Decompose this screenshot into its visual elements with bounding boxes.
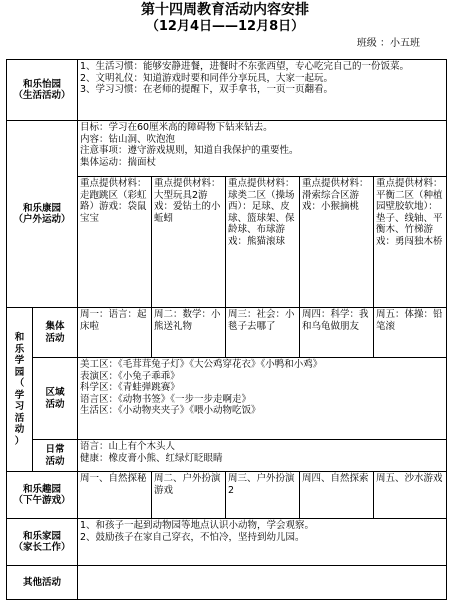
- outdoor-zone-cell: 重点提供材料：球类二区（操场西）：足球、皮球、篮球架、保龄球、布球游戏：熊猫滚球: [226, 177, 300, 308]
- fun-day: 周二、户外扮演游戏: [152, 472, 226, 519]
- group-activity-day: 周一：语言：起床啦: [78, 308, 152, 358]
- schedule-table: [6, 59, 447, 600]
- fun-label: 和乐趣园 （下午游戏）: [7, 472, 78, 519]
- life-item: 1、生活习惯：能够安静进餐，进餐时不东张西望，专心吃完自己的一份饭菜。: [80, 61, 410, 72]
- other-row: [7, 566, 447, 600]
- group-activity-day: 周五：体操：铅笔滚: [374, 308, 447, 358]
- study-daily-row: [7, 440, 447, 472]
- outdoor-zone-cell: 重点提供材料：平衡二区（种植园壁胶软地）：垫子、线轴、平衡木、竹梯游戏：勇闯独木桥: [374, 177, 447, 308]
- daily-activity-label: 日常 活动: [33, 440, 78, 472]
- page: [0, 2, 450, 602]
- daily-item: 语言：山上有个木头人: [80, 441, 176, 452]
- outdoor-label: 和乐康园 （户外运动）: [7, 121, 78, 308]
- fun-row: [7, 472, 447, 519]
- outdoor-zone-cell: 重点提供材料：大型玩具2游戏：爱钻土的小蚯蚓: [152, 177, 226, 308]
- page-title: 第十四周教育活动内容安排: [141, 2, 309, 18]
- outdoor-zone-cell: 重点提供材料：滑索综合区游戏：小猴摘桃: [300, 177, 374, 308]
- outdoor-content: 内容：钻山洞、吹泡泡: [80, 133, 176, 145]
- daily-activity-content: [78, 440, 447, 472]
- home-content: [78, 519, 447, 566]
- area-item: 表演区：《小兔子乖乖》: [80, 370, 180, 382]
- fun-day: 周五、沙水游戏: [374, 472, 447, 519]
- other-content: [78, 566, 447, 600]
- home-item: 1、和孩子一起到动物园等地点认识小动物，学会观察。: [80, 520, 315, 531]
- outdoor-notes: 注意事项：遵守游戏规则，知道自我保护的重要性。: [80, 145, 299, 156]
- life-row: [7, 60, 447, 121]
- study-area-row: [7, 358, 447, 440]
- life-item: 2、文明礼仪：知道游戏时要和同伴分享玩具，大家一起玩。: [80, 72, 334, 84]
- fun-day: 周三、户外扮演2: [226, 472, 300, 519]
- life-item: 3、学习习惯：在老师的提醒下，双手拿书，一页一页翻看。: [80, 84, 334, 95]
- life-label: 和乐怡园 （生活活动）: [7, 60, 78, 121]
- area-activity-label: 区域 活动: [33, 358, 78, 440]
- fun-day: 周四、自然探索: [300, 472, 374, 519]
- life-content: [78, 60, 447, 121]
- group-activity-label: 集体 活动: [33, 308, 78, 358]
- area-activity-content: [78, 358, 447, 440]
- study-label: 和 乐 学 园 （ 学 习 活 动 ）: [7, 308, 33, 472]
- daily-item: 健康：橡皮膏小熊、红绿灯眨眼睛: [80, 452, 223, 464]
- group-activity-day: 周二：数学：小熊送礼物: [152, 308, 226, 358]
- area-item: 语言区：《动物书签》《一步一步走啊走》: [80, 393, 252, 405]
- fun-day: 周一、自然探秘: [78, 472, 152, 519]
- class-info: 班级 ：小五班: [356, 38, 420, 49]
- study-group-row: [7, 308, 447, 358]
- outdoor-group-sport: 集体运动：揣面杖: [80, 156, 157, 168]
- group-activity-day: 周四：科学：我和乌龟做朋友: [300, 308, 374, 358]
- outdoor-plan: [78, 121, 447, 177]
- date-range: （12月4日——12月8日）: [145, 19, 305, 34]
- outdoor-row: [7, 121, 447, 177]
- home-row: [7, 519, 447, 566]
- area-item: 科学区：《青蛙弹跳赛》: [80, 382, 180, 393]
- home-label: 和乐家园 （家长工作）: [7, 519, 78, 566]
- other-label: 其他活动: [7, 566, 78, 600]
- area-item: 生活区：《小动物夹夹子》《喂小动物吃饭》: [80, 405, 261, 416]
- outdoor-zone-cell: 重点提供材料：走跑跳区（彩虹路）游戏：袋鼠宝宝: [78, 177, 152, 308]
- area-item: 美工区：《毛茸茸兔子灯》《大公鸡穿花衣》《小鸭和小鸡》: [80, 359, 323, 370]
- outdoor-goal: 目标：学习在60厘米高的障碍物下钻来钻去。: [80, 122, 273, 133]
- group-activity-day: 周三：社会：小毯子去哪了: [226, 308, 300, 358]
- home-item: 2、鼓励孩子在家自己穿衣，不怕冷，坚持到幼儿园。: [80, 531, 305, 543]
